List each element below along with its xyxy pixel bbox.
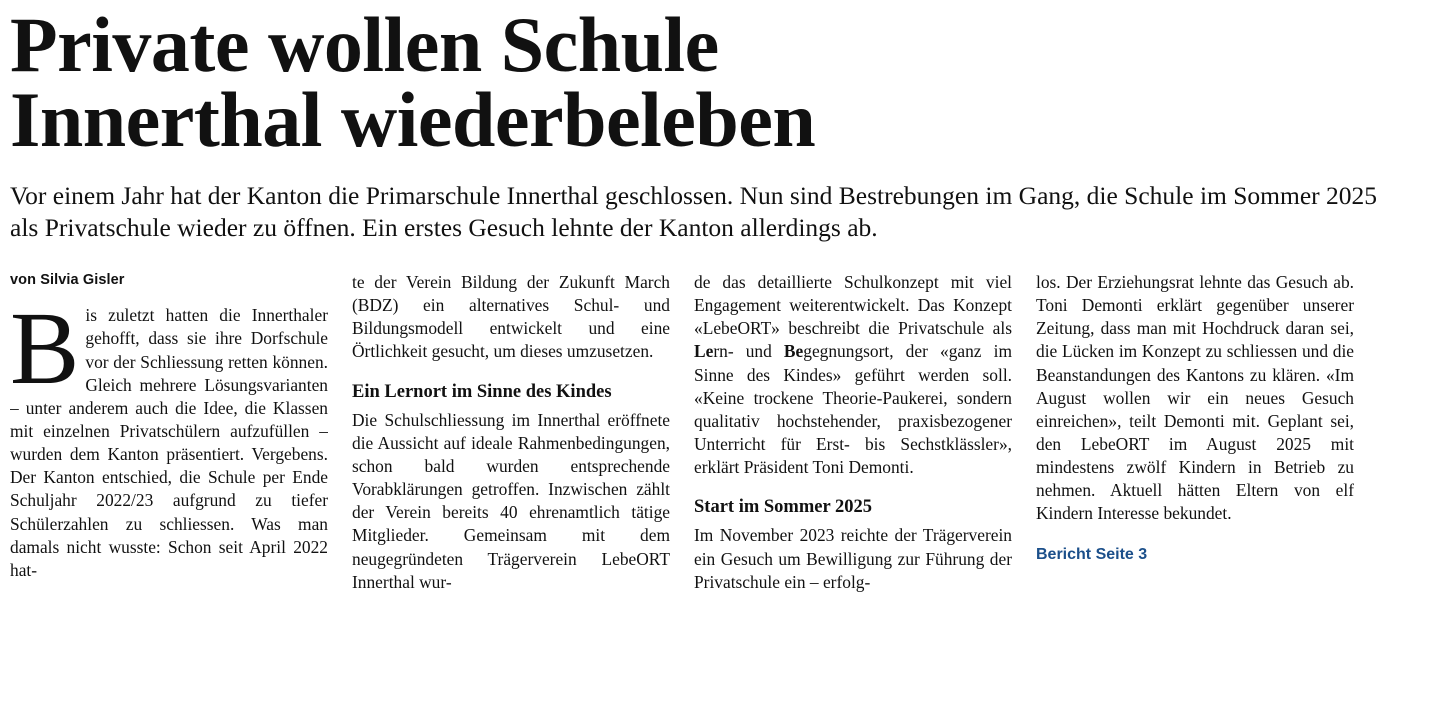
article-column-3 [694,271,1012,651]
paragraph: de das detaillierte Schulkonzept mit viel Engagement weiterentwickelt. Das Konzept «LebeORT» beschreibt die Privatschule als Lern- und Begegnungsort, der «ganz im Sinne des Kindes» geführt werden soll. «Keine trockene Theorie-Paukerei, sondern qualitativ hochstehender, praxisbezogener Unterricht für Erst- bis Sechstklässler», erklärt Präsident Toni Demonti. [694,272,1012,478]
paragraph [10,291,328,582]
paragraph-text: is zuletzt hatten die Innerthaler gehofft, dass sie ihre Dorfschule vor der Schliessung retten können. Gleich mehrere Lösungsvarianten – unter anderem auch die Idee, die Klassen mit einzelnen Privatschülern aufzufüllen – wurden dem Kanton präsentiert. Vergebens. Der Kanton entschied, die Schule per Ende Schuljahr 2022/23 aufgrund zu tiefer Schülerzahlen zu schliessen. Was man damals nicht wusste: Schon seit April 2022 hat- [10,305,328,580]
paragraph: Im November 2023 reichte der Trägerverein ein Gesuch um Bewilligung zur Führung der Privatschule ein – erfolg- [694,525,1012,592]
reference-link[interactable]: Bericht Seite 3 [1036,545,1148,563]
paragraph: los. Der Erziehungsrat lehnte das Gesuch ab. Toni Demonti erklärt gegenüber unserer Zeitung, dass man mit Hochdruck daran sei, die Lücken im Konzept zu schliessen und die Beanstandungen des Kantons zu klären. «Im August wollen wir ein neues Gesuch einreichen», teilt Demonti mit. Geplant sei, den LebeORT im August 2025 mit mindestens zwölf Kindern in Betrieb zu nehmen. Aktuell hätten Eltern von elf Kindern Interesse bekundet. [1036,272,1354,524]
paragraph: te der Verein Bildung der Zukunft March (BDZ) ein alternatives Schul- und Bildungsmodell entwickelt und eine Örtlichkeit gesucht, um dieses umzusetzen. [352,272,670,362]
paragraph: Die Schulschliessung im Innerthal eröffnete die Aussicht auf ideale Rahmenbedingungen, schon bald wurden entsprechende Vorabklärungen getroffen. Inzwischen zählt der Verein bereits 40 ehrenamtlich tätige Mitglieder. Gemeinsam mit dem neugegründeten Trägerverein LebeORT Innerthal wur- [352,409,670,592]
section-subhead: Start im Sommer 2025 [694,497,872,518]
page-title [10,1,1170,163]
drop-cap: B [10,291,80,407]
article-page [0,1,1444,704]
article-column-1 [10,271,328,651]
article-column-4 [1036,271,1354,651]
article-lead: Vor einem Jahr hat der Kanton die Primarschule Innerthal geschlossen. Nun sind Bestrebungen im Gang, die Schule im Sommer 2025 als Privatschule wieder zu öffnen. Ein erstes Gesuch lehnte der Kanton allerdings ab. [10,180,1378,243]
article-columns [10,271,1428,651]
headline-line-2: Innerthal wiederbeleben [10,75,816,163]
article-column-2 [352,271,670,651]
headline-line-1: Private wollen Schule [10,1,719,88]
section-subhead: Ein Lernort im Sinne des Kindes [352,381,612,402]
byline: von Silvia Gisler [10,272,125,288]
